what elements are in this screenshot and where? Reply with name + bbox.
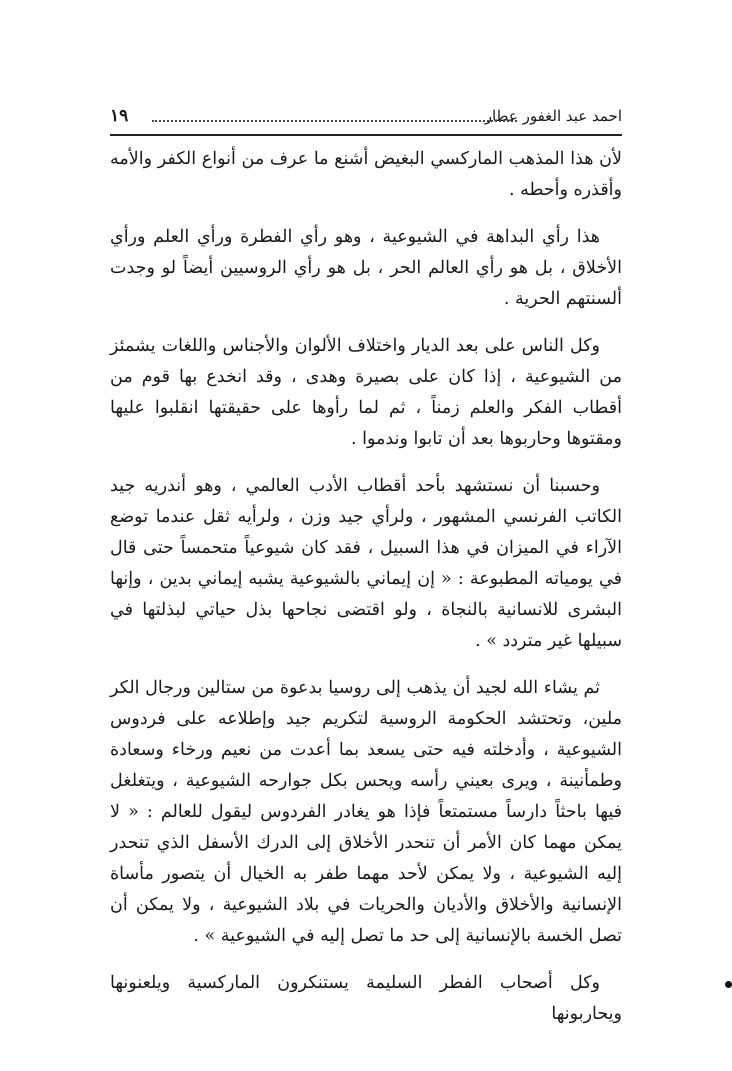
running-header-author: احمد عبد الغفور عطار <box>484 107 622 125</box>
paragraph-1: لأن هذا المذهب الماركسي البغيض أشنع ما عرف من أنواع الكفر والأمه وأقذره وأحطه . <box>110 149 622 200</box>
margin-ink-dot <box>725 981 732 988</box>
header-dotted-leader <box>152 120 517 122</box>
body-text <box>110 144 622 1046</box>
paragraph-5: ثم يشاء الله لجيد أن يذهب إلى روسيا بدعوة من ستالين ورجال الكر ملين، وتحتشد الحكومة الروسية لتكريم جيد وإطلاعه على فردوس الشيوعية ، وأدخلته فيه حتى يسعد بما أعدت من نعيم ورخاء وسعادة وطمأنينة ، ويرى بعيني رأسه ويحس بكل جوارحه الشيوعية ، ويتغلغل فيها باحثاً دارساً مستمتعاً فإذا هو يغادر الفردوس ليقول للعالم : « لا يمكن مهما كان الأمر أن تنحدر الأخلاق إلى الدرك الأسفل الذي تنحدر إليه الشيوعية ، ولا يمكن لأحد مهما طفر به الخيال أن يتصور مأساة الإنسانية والأخلاق والأديان والحريات في بلاد الشيوعية ، ولا يمكن أن تصل الخسة بالإنسانية إلى حد ما تصل إليه في الشيوعية » . <box>110 678 622 946</box>
paragraph-6: وكل أصحاب الفطر السليمة يستنكرون الماركسية ويلعنونها ويحاربونها <box>110 973 622 1024</box>
paragraph-2: هذا رأي البداهة في الشيوعية ، وهو رأي الفطرة ورأي العلم ورأي الأخلاق ، بل هو رأي العالم الحر ، بل هو رأي الروسيين أيضاً لو وجدت ألسنتهم الحرية . <box>110 227 622 309</box>
running-header <box>110 104 622 136</box>
page-number: ١٩ <box>110 106 129 126</box>
paragraph-4: وحسبنا أن نستشهد بأحد أقطاب الأدب العالمي ، وهو أندريه جيد الكاتب الفرنسي المشهور ، ولرأي جيد وزن ، ولرأيه ثقل عندما توضع الآراء في الميزان في هذا السبيل ، فقد كان شيوعياً متحمساً حتى قال في يومياته المطبوعة : « إن إيماني بالشيوعية يشبه إيماني بدين ، وإنها البشرى للانسانية بالنجاة ، ولو اقتضى نجاحها بذل حياتي لبذلتها في سبيلها غير متردد » . <box>110 476 622 651</box>
paragraph-3: وكل الناس على بعد الديار واختلاف الألوان والأجناس واللغات يشمئز من الشيوعية ، إذا كان على بصيرة وهدى ، وقد انخدع بها قوم من أقطاب الفكر والعلم زمناً ، ثم لما رأوها على حقيقتها انقلبوا عليها ومقتوها وحاربوها بعد أن تابوا وندموا . <box>110 336 622 449</box>
